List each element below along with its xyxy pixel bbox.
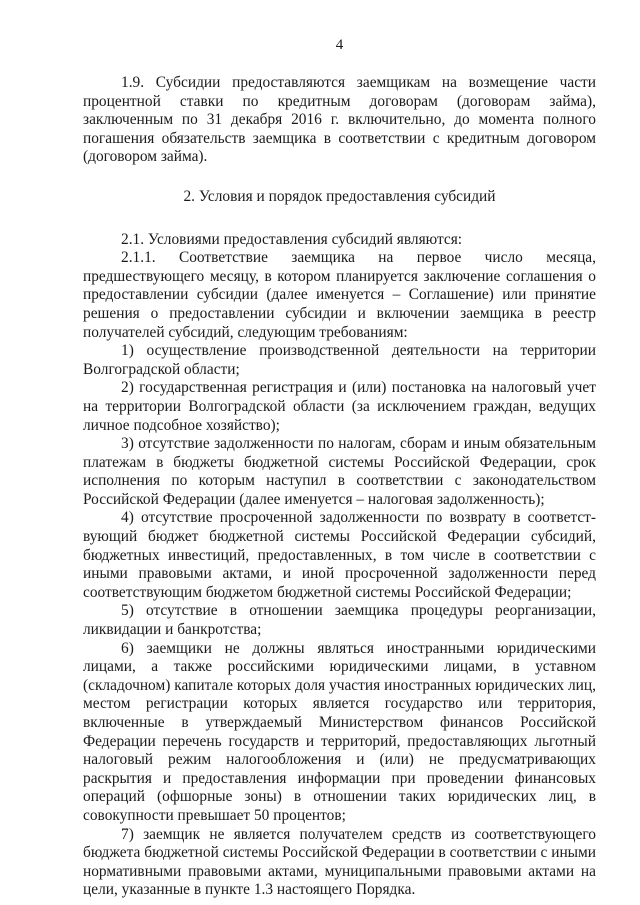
paragraph-1-9: 1.9. Субсидии предоставляются заемщикам на возмещение части процентной ставки по кредитным договорам (договорам займа), заключенным по 31 декабря 2016 г. включительно, до момента полного погашения обязательств заемщика в соответствии с кредитным договором (договором займа).: [83, 74, 596, 166]
paragraph-2-1-1: 2.1.1. Соответствие заемщика на первое число месяца, предшествующего месяцу, в котором планируется заключение соглашения о предоставлении субсидии (далее именуется – Соглашение) или принятие решения о предоставлении субсидии и включении заемщика в реестр получателей субсидий, следующим требованиям:: [83, 249, 596, 341]
requirement-item-6: 6) заемщики не должны являться иностранными юридическими лицами, а также российскими юридическими лицами, в уставном (складочном) капитале которых доля участия иностранных юридических лиц, местом регистрации которых является государство или территория, включенные в утверждаемый Министерством финансов Российской Федерации перечень государств и территорий, предоставляющих льготный налоговый режим налогообложения и (или) не предусматривающих раскрытия и предоставления информации при проведении финансовых операций (офшорные зоны) в отношении таких юридических лиц, в совокупности превышает 50 процентов;: [83, 639, 596, 824]
requirement-item-1: 1) осуществление производственной деятельности на территории Волгоградской области;: [83, 342, 596, 378]
requirement-item-4: 4) отсутствие просроченной задолженности по возврату в соответст-вующий бюджет бюджетной системы Российской Федерации субсидий, бюджетных инвестиций, предоставленных, в том числе в соответствии с иными правовыми актами, и иной просроченной задолженности перед соответствующим бюджетом бюджетной системы Российской Федерации;: [83, 509, 596, 601]
requirement-item-3: 3) отсутствие задолженности по налогам, сборам и иным обязательным платежам в бюджеты бюджетной системы Российской Федерации, срок исполнения по которым наступил в соответствии с законодательством Российской Федерации (далее именуется – налоговая задолженность);: [83, 435, 596, 508]
requirement-item-2: 2) государственная регистрация и (или) постановка на налоговый учет на территории Волгоградской области (за исключением граждан, ведущих личное подсобное хозяйство);: [83, 379, 596, 434]
requirement-item-5: 5) отсутствие в отношении заемщика процедуры реорганизации, ликвидации и банкротства;: [83, 602, 596, 639]
section-heading: 2. Условия и порядок предоставления субсидий: [183, 187, 496, 205]
page-number: 4: [335, 37, 344, 53]
paragraph-2-1: 2.1. Условиями предоставления субсидий являются:: [121, 230, 463, 248]
requirement-item-7: 7) заемщик не является получателем средств из соответствующего бюджета бюджетной системы Российской Федерации в соответствии с иными нормативными правовыми актами, муниципальными правовыми актами на цели, указанные в пункте 1.3 настоящего Порядка.: [83, 825, 596, 899]
